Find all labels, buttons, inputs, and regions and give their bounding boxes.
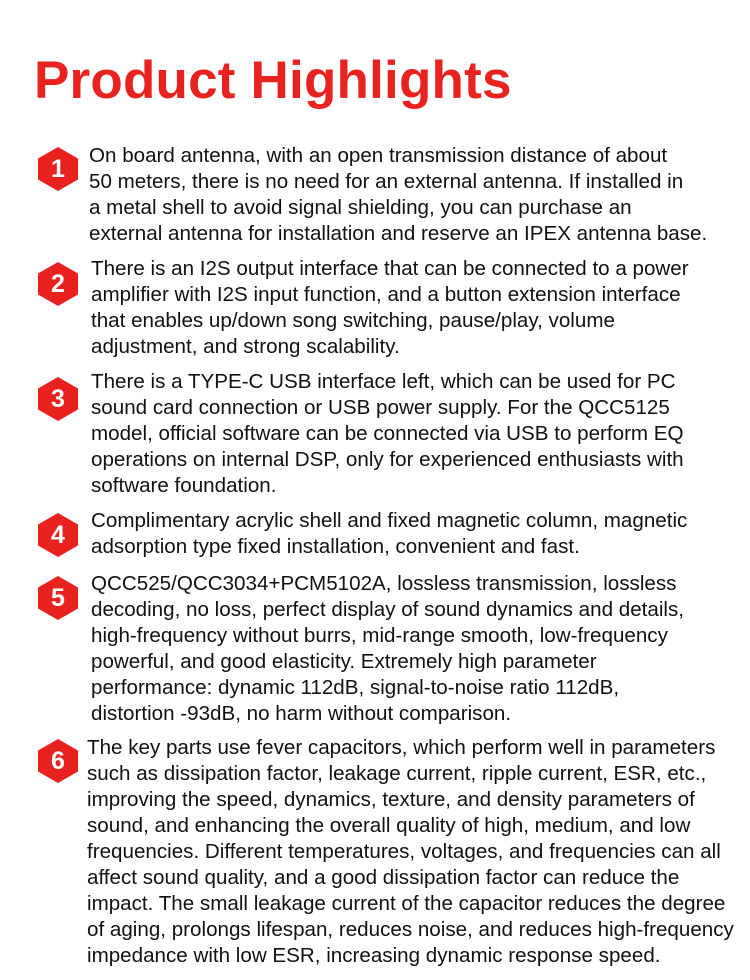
text-line: software foundation.	[91, 474, 277, 497]
text-line: distortion -93dB, no harm without comparison.	[91, 702, 512, 725]
text-line: performance: dynamic 112dB, signal-to-noise ratio 112dB,	[91, 676, 620, 699]
text-line: adsorption type fixed installation, convenient and fast.	[91, 535, 580, 558]
text-line: of aging, prolongs lifespan, reduces noise, and reduces high-frequency	[87, 918, 734, 941]
badge-number: 2	[51, 270, 65, 298]
text-line: model, official software can be connected via USB to perform EQ	[91, 422, 684, 445]
text-line: powerful, and good elasticity. Extremely high parameter	[91, 650, 597, 673]
badge-number: 3	[51, 385, 65, 413]
text-line: QCC525/QCC3034+PCM5102A, lossless transmission, lossless	[91, 572, 677, 595]
number-badge-2	[35, 261, 81, 307]
highlight-text-4	[91, 508, 687, 560]
text-line: Complimentary acrylic shell and fixed magnetic column, magnetic	[91, 509, 688, 532]
text-line: that enables up/down song switching, pause/play, volume	[91, 309, 615, 332]
highlight-text-3	[91, 369, 684, 499]
number-badge-1	[35, 146, 81, 192]
badge-number: 6	[51, 747, 65, 775]
text-line: adjustment, and strong scalability.	[91, 335, 400, 358]
highlight-text-1	[89, 143, 707, 247]
text-line: operations on internal DSP, only for experienced enthusiasts with	[91, 448, 684, 471]
badge-number: 1	[51, 155, 65, 183]
text-line: such as dissipation factor, leakage current, ripple current, ESR, etc.,	[87, 762, 707, 785]
text-line: affect sound quality, and a good dissipation factor can reduce the	[87, 866, 680, 889]
number-badge-4	[35, 512, 81, 558]
text-line: On board antenna, with an open transmission distance of about	[89, 144, 668, 167]
text-line: high-frequency without burrs, mid-range smooth, low-frequency	[91, 624, 668, 647]
highlight-text-5	[91, 571, 684, 727]
text-line: decoding, no loss, perfect display of sound dynamics and details,	[91, 598, 684, 621]
text-line: amplifier with I2S input function, and a button extension interface	[91, 283, 681, 306]
text-line: impedance with low ESR, increasing dynamic response speed.	[87, 944, 661, 967]
highlight-text-6	[87, 735, 734, 969]
number-badge-6	[35, 738, 81, 784]
text-line: sound, and enhancing the overall quality of high, medium, and low	[87, 814, 691, 837]
text-line: There is an I2S output interface that can be connected to a power	[91, 257, 689, 280]
text-line: There is a TYPE-C USB interface left, which can be used for PC	[91, 370, 676, 393]
text-line: 50 meters, there is no need for an external antenna. If installed in	[89, 170, 684, 193]
text-line: frequencies. Different temperatures, voltages, and frequencies can all	[87, 840, 721, 863]
text-line: external antenna for installation and reserve an IPEX antenna base.	[89, 222, 708, 245]
text-line: sound card connection or USB power supply. For the QCC5125	[91, 396, 670, 419]
number-badge-5	[35, 575, 81, 621]
text-line: improving the speed, dynamics, texture, and density parameters of	[87, 788, 695, 811]
badge-number: 5	[51, 584, 65, 612]
text-line: impact. The small leakage current of the capacitor reduces the degree	[87, 892, 726, 915]
badge-number: 4	[51, 521, 65, 549]
text-line: The key parts use fever capacitors, which perform well in parameters	[87, 736, 716, 759]
text-line: a metal shell to avoid signal shielding, you can purchase an	[89, 196, 632, 219]
page-title: Product Highlights	[34, 51, 512, 110]
number-badge-3	[35, 376, 81, 422]
highlight-text-2	[91, 256, 689, 360]
